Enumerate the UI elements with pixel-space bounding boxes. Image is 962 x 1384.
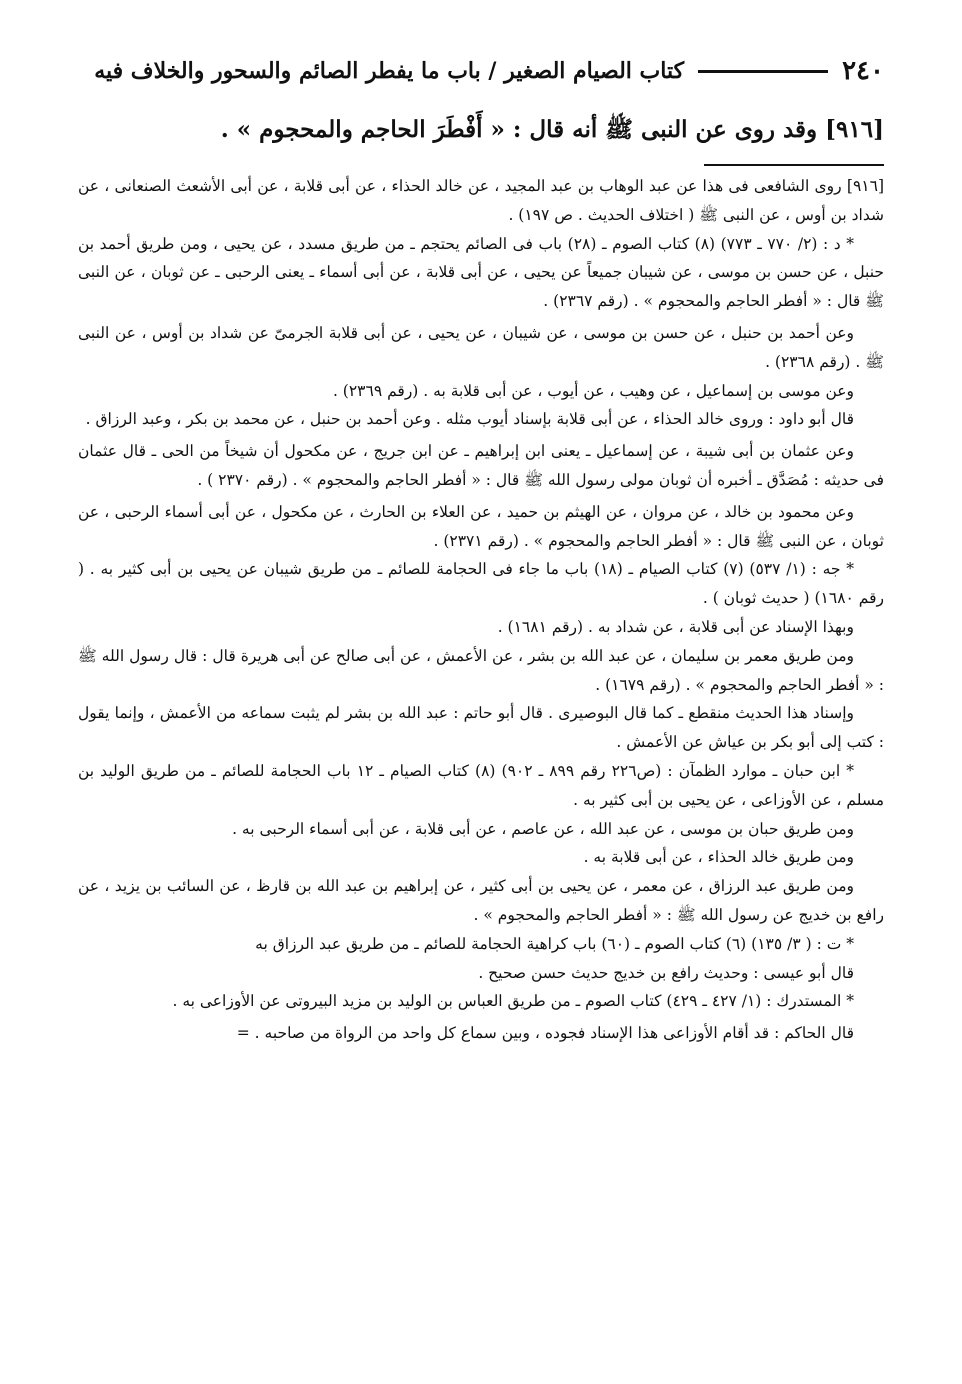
footnote-paragraph: وعن أحمد بن حنبل ، عن حسن بن موسى ، عن شيبان ، عن يحيى ، عن أبى قلابة الجرمىّ عن شداد بن أوس ، عن النبى ﷺ . (رقم ٢٣٦٨) . [78, 323, 884, 371]
footnote-paragraph: * ت : ( ٣/ ١٣٥) (٦) كتاب الصوم ـ (٦٠) باب كراهية الحجامة للصائم ـ من طريق عبد الرزاق به [255, 934, 854, 953]
page-header [78, 52, 884, 90]
footnote-paragraph: وعن محمود بن خالد ، عن مروان ، عن الهيثم بن حميد ، عن العلاء بن الحارث ، عن مكحول ، عن أبى أسماء الرحبى ، عن ثوبان ، عن النبى ﷺ قال : « أفطر الحاجم والمحجوم » . (رقم ٢٣٧١) . [78, 502, 884, 550]
footnote-rule [704, 164, 884, 166]
header-rule [698, 70, 828, 73]
footnote-paragraph: ومن طريق معمر بن سليمان ، عن عبد الله بن بشر ، عن الأعمش ، عن أبى صالح عن أبى هريرة قال : قال رسول الله ﷺ : « أفطر الحاجم والمحجوم » . (رقم ١٦٧٩) . [78, 646, 884, 694]
footnote-paragraph: ومن طريق عبد الرزاق ، عن معمر ، عن يحيى بن أبى كثير ، عن إبراهيم بن عبد الله بن قارظ ، عن السائب بن يزيد ، عن رافع بن خديج عن رسول الله ﷺ : « أفطر الحاجم والمحجوم » . [78, 877, 884, 924]
page-number: ٢٤٠ [842, 56, 884, 86]
footnote-paragraph: * د : (٢/ ٧٧٠ ـ ٧٧٣) (٨) كتاب الصوم ـ (٢٨) باب فى الصائم يحتجم ـ من طريق مسدد ، عن يحيى ، ومن طريق أحمد بن حنبل ، عن حسن بن موسى ، عن شيبان جميعاً عن يحيى ، عن أبى قلابة ، عن أبى أسماء ـ يعنى الرحبى ـ عن ثوبان ، عن النبى ﷺ قال : « أفطر الحاجم والمحجوم » . (رقم ٢٣٦٧) . [78, 234, 884, 311]
footnote-paragraph: وإسناد هذا الحديث منقطع ـ كما قال البوصيرى . قال أبو حاتم : عبد الله بن بشر لم يثبت سماعه من الأعمش ، وإنما يقول : كتب إلى أبو بكر بن عياش عن الأعمش . [78, 704, 884, 752]
footnote-paragraph: وعن موسى بن إسماعيل ، عن وهيب ، عن أيوب ، عن أبى قلابة به . (رقم ٢٣٦٩) . [332, 381, 854, 400]
footnote-paragraph: قال أبو عيسى : وحديث رافع بن خديج حديث حسن صحيح . [478, 963, 854, 982]
footnote-paragraph: قال الحاكم : قد أقام الأوزاعى هذا الإسناد فجوده ، وبين سماع كل واحد من الرواة من صاحبه . = [236, 1024, 854, 1043]
footnote-paragraph: وبهذا الإسناد عن أبى قلابة ، عن شداد به . (رقم ١٦٨١) . [497, 617, 854, 636]
footnote-paragraph: [٩١٦] روى الشافعى فى هذا عن عبد الوهاب بن عبد المجيد ، عن خالد الحذاء ، عن أبى قلابة ، عن أبى الأشعث الصنعانى ، عن شداد بن أوس ، عن النبى ﷺ ( اختلاف الحديث . ص ١٩٧) . [78, 177, 884, 224]
footnote-paragraph: قال أبو داود : وروى خالد الحذاء ، عن أبى قلابة بإسناد أيوب مثله . وعن أحمد بن حنبل ، عن محمد بن بكر ، وعبد الرزاق . [85, 410, 854, 429]
running-title: كتاب الصيام الصغير / باب ما يفطر الصائم والسحور والخلاف فيه [94, 58, 685, 84]
footnote-paragraph: ومن طريق حبان بن موسى ، عن عبد الله ، عن عاصم ، عن أبى قلابة ، عن أبى أسماء الرحبى به . [232, 819, 854, 838]
footnote-paragraph: * جه : (١/ ٥٣٧) (٧) كتاب الصيام ـ (١٨) باب ما جاء فى الحجامة للصائم ـ من طريق شيبان عن يحيى بن أبى كثير به . ( رقم ١٦٨٠) ( حديث ثوبان ) . [78, 560, 884, 608]
footnotes [78, 172, 884, 1048]
footnote-paragraph: ومن طريق خالد الحذاء ، عن أبى قلابة به . [583, 848, 854, 867]
footnote-paragraph: * ابن حبان ـ موارد الظمآن : (ص٢٢٦ رقم ٨٩٩ ـ ٩٠٢) (٨) كتاب الصيام ـ ١٢ باب الحجامة للصائم ـ من طريق الوليد بن مسلم ، عن الأوزاعى ، عن يحيى بن أبى كثير به . [78, 761, 884, 809]
footnote-paragraph: * المستدرك : (١/ ٤٢٧ ـ ٤٢٩) كتاب الصوم ـ من طريق العباس بن الوليد بن مزيد البيروتى عن الأوزاعى به . [172, 992, 854, 1011]
footnote-paragraph: وعن عثمان بن أبى شيبة ، عن إسماعيل ـ يعنى ابن إبراهيم ـ عن ابن جريج ، عن مكحول أن شيخاً من الحى ـ قال عثمان فى حديثه : مُصَدَّق ـ أخبره أن ثوبان مولى رسول الله ﷺ قال : « أفطر الحاجم والمحجوم » . (رقم ٢٣٧٠ ) . [78, 442, 884, 489]
main-text: [٩١٦] وقد روى عن النبى ﷺ أنه قال : « أَفْطَرَ الحاجم والمحجوم » . [220, 116, 884, 143]
